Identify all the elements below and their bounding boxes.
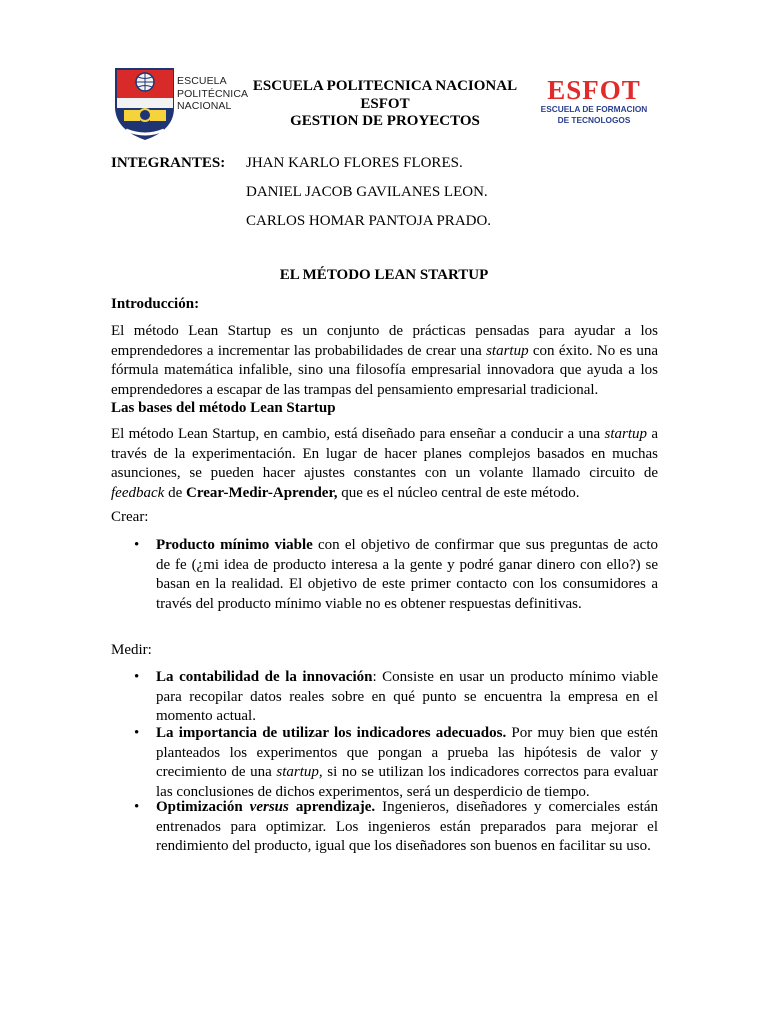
epn-logo-line: NACIONAL: [177, 100, 232, 112]
text-run: El método Lean Startup es un conjunto de prácticas pensadas para ayudar a los emprendedores a incrementar las probabilidades de crear una: [111, 323, 658, 359]
list-item: [156, 668, 658, 727]
text-run-italic: feedback: [111, 484, 165, 501]
text-run-bold: La importancia de utilizar los indicadores adecuados.: [156, 725, 507, 741]
text-run: Ingenieros, diseñadores y comerciales están entrenados para optimizar. Los ingenieros están preparados para mejorar el rendimiento del producto, igual que los diseñadores son buenos en facilitar su uso.: [156, 799, 658, 854]
esfot-logo-sub: ESCUELA DE FORMACION: [540, 104, 648, 114]
section-label-medir: Medir:: [111, 642, 152, 658]
intro-paragraph: [111, 322, 658, 400]
section-heading-bases: Las bases del método Lean Startup: [111, 400, 336, 416]
integrantes-label: INTEGRANTES:: [111, 155, 226, 171]
header-line-2: ESFOT: [360, 95, 410, 112]
section-heading-intro: Introducción:: [111, 296, 200, 312]
text-run-bold: Crear-Medir-Aprender,: [185, 484, 338, 501]
esfot-logo-sub: DE TECNOLOGOS: [557, 114, 631, 125]
document-title: EL MÉTODO LEAN STARTUP: [279, 267, 489, 283]
bullet: •: [134, 725, 140, 741]
text-run-bold: aprendizaje.: [288, 799, 376, 815]
esfot-logo: [530, 76, 658, 125]
epn-crest-icon: [112, 64, 178, 142]
member-name: JHAN KARLO FLORES FLORES.: [246, 155, 463, 171]
list-item: [156, 798, 658, 857]
text-run: si no se utilizan los indicadores correctos para evaluar las conclusiones de dichos experimentos, será un desperdicio de tiempo.: [156, 764, 658, 800]
text-run-italic: startup: [486, 342, 529, 359]
text-run: con el objetivo de confirmar que sus preguntas de acto de fe (¿mi idea de producto interesa a la gente y podré ganar dinero con ello?) se basan en la realidad. El objetivo de este primer contacto con los consumidores a través del producto mínimo viable no es obtener respuestas definitivas.: [156, 537, 659, 612]
member-name: CARLOS HOMAR PANTOJA PRADO.: [246, 213, 492, 229]
list-item: [156, 536, 658, 614]
bullet: •: [134, 537, 140, 553]
text-run: Por muy bien que estén planteados los experimentos que pongan a prueba las hipótesis de valor y crecimiento de una: [156, 725, 658, 780]
text-run-bold: Optimización: [156, 799, 250, 815]
text-run: El método Lean Startup, en cambio, está diseñado para enseñar a conducir a una: [111, 426, 605, 442]
epn-logo-line: ESCUELA: [177, 75, 227, 87]
esfot-logo-text: ESFOT: [547, 75, 641, 105]
text-run-italic: startup: [604, 426, 648, 442]
member-name: DANIEL JACOB GAVILANES LEON.: [246, 184, 488, 200]
section-label-crear: Crear:: [111, 509, 149, 525]
text-run: con éxito. No es una fórmula matemática infalible, sino una filosofía empresarial innovadora que ayuda a los emprendedores a escapar de las trampas del pensamiento empresarial tradicional.: [111, 342, 658, 398]
epn-logo-line: POLITÉCNICA: [177, 87, 249, 100]
text-run-bold: La contabilidad de la innovación: [156, 669, 373, 685]
epn-logo: [112, 64, 249, 144]
text-run: : Consiste en usar un producto mínimo viable para recopilar datos reales sobre en qué punto se encuentra la empresa en el momento actual.: [156, 669, 658, 724]
text-run-italic: startup,: [276, 764, 323, 780]
text-run-bold-italic: versus: [249, 799, 289, 815]
document-header: [245, 78, 525, 131]
text-run-bold: Producto mínimo viable: [156, 537, 313, 553]
header-line-1: ESCUELA POLITECNICA NACIONAL: [252, 78, 518, 94]
bullet: •: [134, 799, 140, 815]
bases-paragraph: [111, 425, 658, 503]
text-run: de: [164, 484, 186, 501]
bullet: •: [134, 669, 140, 685]
list-item: [156, 724, 658, 802]
text-run: que es el núcleo central de este método.: [337, 484, 580, 501]
header-line-3: GESTION DE PROYECTOS: [290, 113, 480, 129]
text-run: a través de la experimentación. En lugar de hacer planes complejos basados en muchas asunciones, se pueden hacer ajustes constantes con un volante llamado circuito de: [111, 426, 658, 481]
